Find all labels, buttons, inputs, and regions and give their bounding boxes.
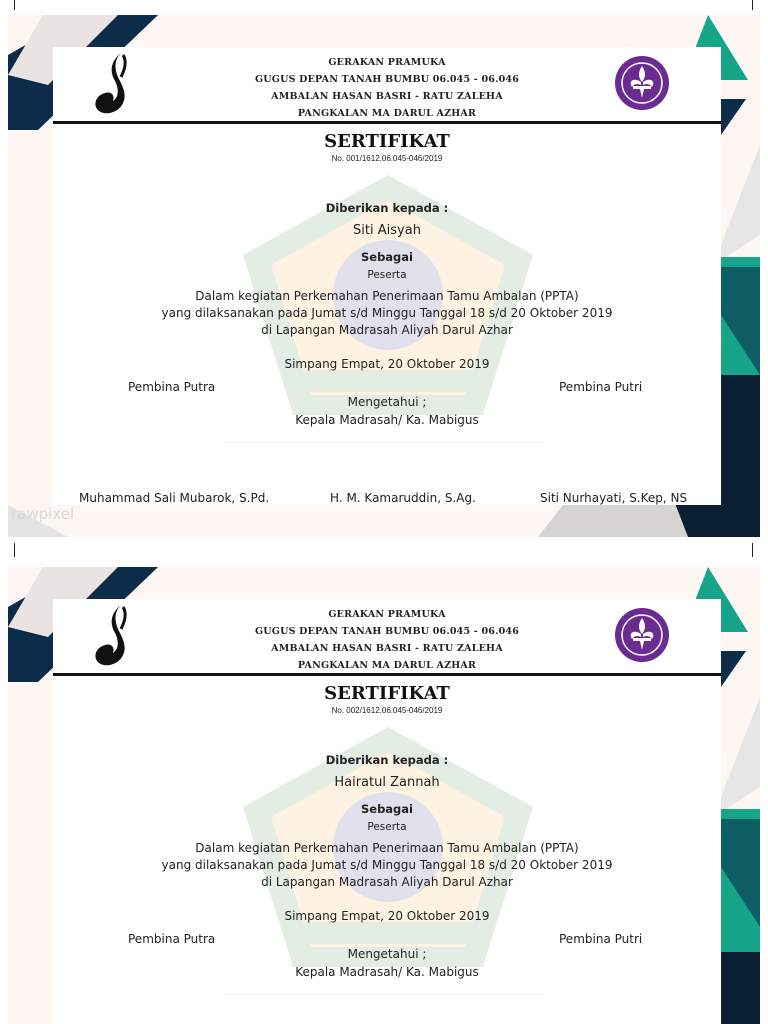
event-line-2: yang dilaksanakan pada Jumat s/d Minggu Tanggal 18 s/d 20 Oktober 2019 bbox=[161, 858, 613, 872]
header-line: PANGKALAN MA DARUL AZHAR bbox=[297, 108, 477, 119]
signature-divider bbox=[225, 994, 543, 995]
head-title: Kepala Madrasah/ Ka. Mabigus bbox=[295, 965, 479, 979]
event-line-3: di Lapangan Madrasah Aliyah Darul Azhar bbox=[261, 323, 513, 337]
header-line: GERAKAN PRAMUKA bbox=[328, 57, 446, 68]
header-line: GUGUS DEPAN TANAH BUMBU 06.045 - 06.046 bbox=[254, 626, 520, 637]
recipient-name: Hairatul Zannah bbox=[334, 775, 440, 790]
left-role-label: Pembina Putra bbox=[128, 932, 216, 946]
certificate-number: No. 002/1612.06.045-046/2019 bbox=[331, 706, 443, 715]
certificate-panel bbox=[53, 47, 721, 505]
crop-mark bbox=[14, 543, 15, 557]
certificate-card bbox=[8, 567, 760, 1024]
organization-header bbox=[203, 54, 571, 122]
header-line: AMBALAN HASAN BASRI - RATU ZALEHA bbox=[271, 91, 503, 102]
header-line: PANGKALAN MA DARUL AZHAR bbox=[297, 660, 477, 671]
header-divider bbox=[53, 673, 721, 676]
event-line-2: yang dilaksanakan pada Jumat s/d Minggu Tanggal 18 s/d 20 Oktober 2019 bbox=[161, 306, 613, 320]
as-label: Sebagai bbox=[360, 250, 413, 264]
given-to-label: Diberikan kepada : bbox=[325, 201, 449, 215]
header-line: GERAKAN PRAMUKA bbox=[328, 609, 446, 620]
tunas-kelapa-logo-icon bbox=[93, 51, 133, 117]
header-divider bbox=[53, 121, 721, 124]
organization-header bbox=[203, 606, 571, 674]
event-line-3: di Lapangan Madrasah Aliyah Darul Azhar bbox=[261, 875, 513, 889]
right-role-label: Pembina Putri bbox=[559, 932, 643, 946]
signature-divider bbox=[225, 442, 543, 443]
crop-mark bbox=[14, 0, 15, 10]
given-to-label: Diberikan kepada : bbox=[325, 753, 449, 767]
tunas-kelapa-logo-icon bbox=[93, 603, 133, 669]
event-line-1: Dalam kegiatan Perkemahan Penerimaan Tamu Ambalan (PPTA) bbox=[195, 289, 579, 303]
certificate-card bbox=[8, 15, 760, 537]
world-scout-emblem-icon bbox=[614, 607, 670, 663]
header-line: GUGUS DEPAN TANAH BUMBU 06.045 - 06.046 bbox=[254, 74, 520, 85]
crop-mark bbox=[752, 543, 753, 557]
right-role-label: Pembina Putri bbox=[559, 380, 643, 394]
certificate-title: SERTIFIKAT bbox=[324, 131, 450, 152]
header-line: AMBALAN HASAN BASRI - RATU ZALEHA bbox=[271, 643, 503, 654]
event-line-1: Dalam kegiatan Perkemahan Penerimaan Tamu Ambalan (PPTA) bbox=[195, 841, 579, 855]
watermark-text: rawpixel bbox=[11, 505, 75, 523]
head-title: Kepala Madrasah/ Ka. Mabigus bbox=[295, 413, 479, 427]
certificate-number: No. 001/1612.06.045-046/2019 bbox=[331, 154, 443, 163]
place-date: Simpang Empat, 20 Oktober 2019 bbox=[284, 357, 490, 371]
known-label: Mengetahui ; bbox=[347, 947, 427, 961]
certificate-panel bbox=[53, 599, 721, 1024]
crop-mark bbox=[752, 0, 753, 10]
recipient-name: Siti Aisyah bbox=[353, 223, 421, 238]
place-date: Simpang Empat, 20 Oktober 2019 bbox=[284, 909, 490, 923]
right-signer-name: Siti Nurhayati, S.Kep, NS bbox=[540, 491, 688, 505]
middle-signer-name: H. M. Kamaruddin, S.Ag. bbox=[330, 491, 476, 505]
left-role-label: Pembina Putra bbox=[128, 380, 216, 394]
role-text: Peserta bbox=[367, 269, 407, 281]
world-scout-emblem-icon bbox=[614, 55, 670, 111]
known-label: Mengetahui ; bbox=[347, 395, 427, 409]
certificate-title: SERTIFIKAT bbox=[324, 683, 450, 704]
role-text: Peserta bbox=[367, 821, 407, 833]
left-signer-name: Muhammad Sali Mubarok, S.Pd. bbox=[79, 491, 270, 505]
as-label: Sebagai bbox=[360, 802, 413, 816]
